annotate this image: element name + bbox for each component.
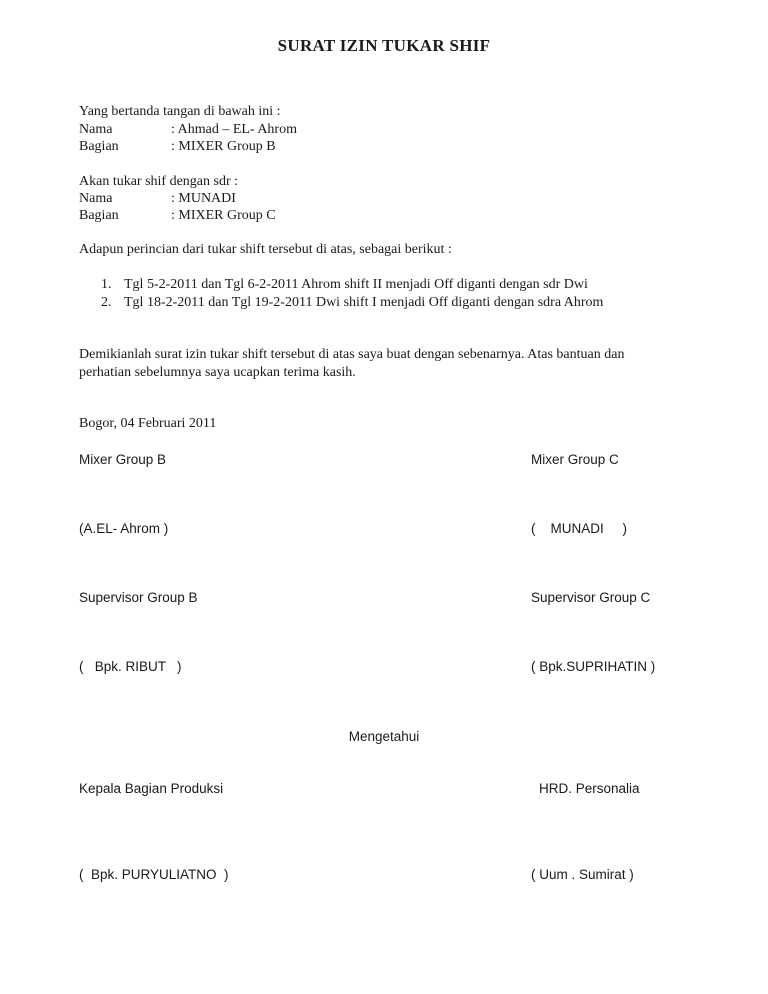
party1-dept-row: [79, 138, 276, 155]
party2-name-value: : MUNADI: [171, 191, 236, 206]
party2-name-row: [79, 190, 236, 207]
details-intro-text: Adapun perincian dari tukar shift tersebut di atas, sebagai berikut :: [79, 242, 452, 257]
party1-name-value: : Ahmad – EL- Ahrom: [171, 122, 297, 137]
list-item: [101, 294, 603, 311]
party1-dept-label: Bagian: [79, 139, 119, 154]
closing-line-1: Demikianlah surat izin tukar shift tersebut di atas saya buat dengan sebenarnya. Atas bantuan dan: [79, 347, 625, 362]
signatory-role-mixer-b: Mixer Group B: [79, 452, 167, 467]
signatory-name-ahrom: (A.EL- Ahrom ): [79, 521, 169, 536]
party1-dept-value: : MIXER Group B: [171, 139, 276, 154]
intro-text: Yang bertanda tangan di bawah ini :: [79, 104, 281, 119]
signatory-name-puryuliatno: ( Bpk. PURYULIATNO ): [79, 867, 229, 882]
signatory-name-munadi: ( MUNADI ): [531, 521, 627, 536]
list-item-text: Tgl 18-2-2011 dan Tgl 19-2-2011 Dwi shift I menjadi Off diganti dengan sdra Ahrom: [124, 295, 604, 310]
party2-dept-row: [79, 207, 276, 224]
signatory-name-ribut: ( Bpk. RIBUT ): [79, 659, 182, 674]
party2-dept-value: : MIXER Group C: [171, 208, 276, 223]
signatory-role-mixer-c: Mixer Group C: [531, 452, 619, 467]
party1-name-row: [79, 121, 297, 138]
letter-title: SURAT IZIN TUKAR SHIF: [277, 36, 491, 55]
list-item-number: 2.: [101, 295, 112, 310]
party1-name-label: Nama: [79, 122, 113, 137]
signatory-role-head-production: Kepala Bagian Produksi: [79, 781, 224, 796]
place-date: Bogor, 04 Februari 2011: [79, 416, 217, 431]
swap-intro-text: Akan tukar shif dengan sdr :: [79, 174, 239, 189]
list-item: [101, 276, 588, 293]
signatory-role-supervisor-b: Supervisor Group B: [79, 590, 198, 605]
signatory-role-hrd: HRD. Personalia: [539, 781, 640, 796]
list-item-text: Tgl 5-2-2011 dan Tgl 6-2-2011 Ahrom shift II menjadi Off diganti dengan sdr Dwi: [124, 277, 588, 292]
party2-name-label: Nama: [79, 191, 113, 206]
closing-line-2: perhatian sebelumnya saya ucapkan terima kasih.: [79, 365, 356, 380]
signatory-name-suprihatin: ( Bpk.SUPRIHATIN ): [531, 659, 656, 674]
acknowledged-label: Mengetahui: [348, 729, 420, 744]
party2-dept-label: Bagian: [79, 208, 119, 223]
signatory-role-supervisor-c: Supervisor Group C: [531, 590, 651, 605]
list-item-number: 1.: [101, 277, 112, 292]
signatory-name-sumirat: ( Uum . Sumirat ): [531, 867, 634, 882]
